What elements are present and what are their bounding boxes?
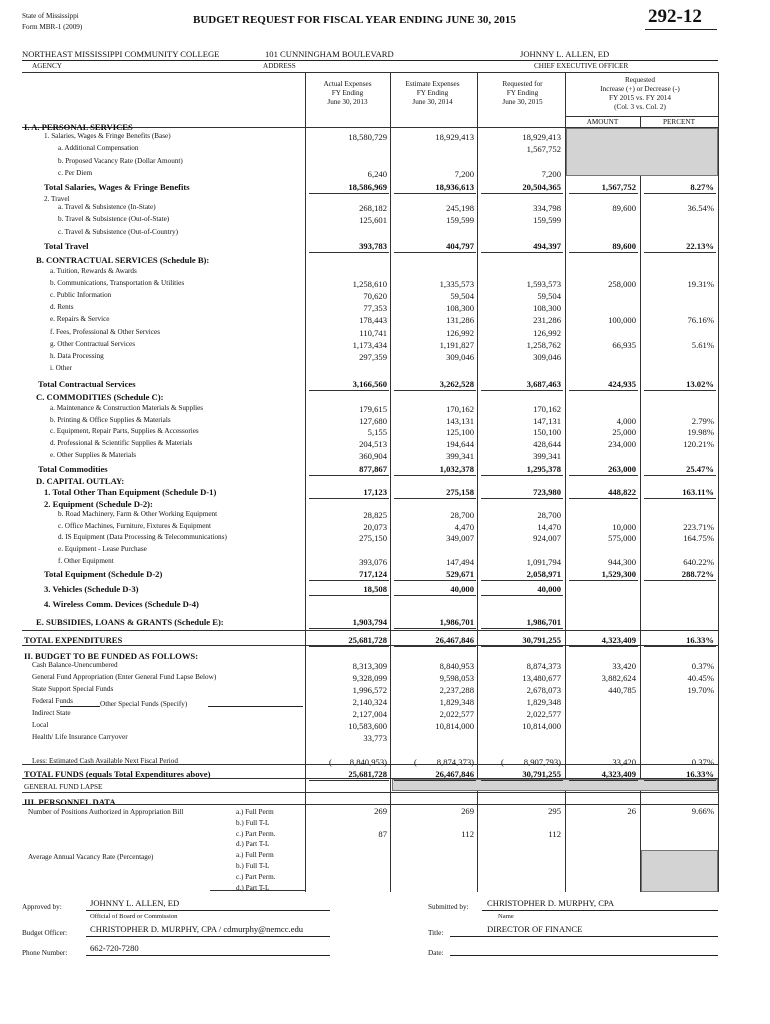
row-value-c5: 22.13% — [686, 241, 714, 251]
row-label: i. Other — [50, 364, 72, 372]
row-value-c3: 40,000 — [537, 584, 561, 594]
row-value-c2: 399,341 — [446, 451, 474, 461]
ceo-value: JOHNNY L. ALLEN, ED — [520, 49, 610, 59]
row-label: f. Fees, Professional & Other Services — [50, 328, 160, 336]
row-label: d. Rents — [50, 303, 74, 311]
row-value-c1: 1,903,794 — [352, 617, 387, 627]
row-value-c1: 17,123 — [363, 487, 387, 497]
row-label: 3. Vehicles (Schedule D-3) — [44, 584, 139, 594]
agency-value: NORTHEAST MISSISSIPPI COMMUNITY COLLEGE — [22, 49, 220, 59]
row-label: Cash Balance-Unencumbered — [32, 661, 118, 669]
approved-label: Approved by: — [22, 903, 62, 911]
row-value-c1: 2,127,004 — [352, 709, 387, 719]
approved-value: JOHNNY L. ALLEN, ED — [90, 898, 180, 908]
row-value-c4: 440,785 — [608, 685, 636, 695]
row-label: D. CAPITAL OUTLAY: — [36, 476, 125, 486]
row-label: Total Salaries, Wages & Fringe Benefits — [44, 182, 190, 192]
full-perm-amount: 26 — [627, 806, 636, 816]
row-value-c4: 25,000 — [612, 427, 636, 437]
row-value-c5: 13.02% — [686, 379, 714, 389]
row-label: 2. Equipment (Schedule D-2): — [44, 499, 153, 509]
row-value-c2: 7,200 — [454, 169, 474, 179]
row-value-c2: 26,467,846 — [435, 769, 474, 779]
row-value-c1: 275,150 — [359, 533, 387, 543]
row-label: Less: Estimated Cash Available Next Fiscal Period — [32, 757, 178, 765]
row-value-c5: 8.27% — [690, 182, 714, 192]
row-label: c. Public Information — [50, 291, 112, 299]
row-value-c1: 393,783 — [359, 241, 387, 251]
phone-value: 662-720-7280 — [90, 943, 139, 953]
row-value-c3: 334,798 — [533, 203, 561, 213]
row-value-c1: 77,353 — [363, 303, 387, 313]
part-perm-estimate: 112 — [461, 829, 474, 839]
row-label: C. COMMODITIES (Schedule C): — [36, 392, 164, 402]
date-label: Date: — [428, 949, 444, 957]
row-label: Health/ Life Insurance Carryover — [32, 733, 128, 741]
submitted-label: Submitted by: — [428, 903, 469, 911]
row-value-c5: 223.71% — [683, 522, 714, 532]
personnel-sublabel: d.) Part T-L — [236, 840, 270, 849]
row-value-c1: 1,173,434 — [352, 340, 387, 350]
row-value-c2: 159,599 — [446, 215, 474, 225]
row-value-c3: 18,929,413 — [522, 132, 561, 142]
open-paren: ( — [501, 757, 504, 767]
col-actual-header: Actual Expenses FY Ending June 30, 2013 — [323, 80, 372, 106]
part-perm-actual: 87 — [378, 829, 387, 839]
row-value-c2: 1,191,827 — [439, 340, 474, 350]
row-label: Federal Funds — [32, 697, 73, 705]
row-value-c4: 89,600 — [612, 241, 636, 251]
row-value-c4: 1,529,300 — [601, 569, 636, 579]
row-label: h. Data Processing — [50, 352, 104, 360]
row-value-c2: 349,007 — [446, 533, 474, 543]
ceo-label: CHIEF EXECUTIVE OFFICER — [534, 62, 629, 70]
row-value-c3: 924,007 — [533, 533, 561, 543]
row-value-c3: 147,131 — [533, 416, 561, 426]
full-perm-percent: 9.66% — [691, 806, 714, 816]
name-note: Name — [498, 913, 514, 920]
row-value-c3: 108,300 — [533, 303, 561, 313]
row-value-c1: 717,124 — [359, 569, 387, 579]
row-label: Total Travel — [44, 241, 89, 251]
row-label: c. Office Machines, Furniture, Fixtures & Equipment — [58, 522, 211, 530]
row-value-c1: 25,681,728 — [348, 635, 387, 645]
row-value-c4: 66,935 — [612, 340, 636, 350]
personnel-sublabel: c.) Part Perm. — [236, 872, 276, 881]
form-number: Form MBR-1 (2009) — [22, 23, 83, 31]
row-label: d. IS Equipment (Data Processing & Telecommunications) — [58, 533, 227, 541]
address-label: ADDRESS — [263, 62, 296, 70]
row-value-c2: 1,032,378 — [439, 464, 474, 474]
row-value-c2: 9,598,053 — [439, 673, 474, 683]
row-value-c4: 100,000 — [608, 315, 636, 325]
row-label: a. Tuition, Rewards & Awards — [50, 267, 137, 275]
row-value-c5: 164.75% — [683, 533, 714, 543]
row-value-c1: 70,620 — [363, 291, 387, 301]
row-value-c3: 1,295,378 — [526, 464, 561, 474]
row-value-c3: 1,091,794 — [526, 557, 561, 567]
row-value-c4: 258,000 — [608, 279, 636, 289]
row-label: Total Equipment (Schedule D-2) — [44, 569, 163, 579]
row-label: 2. Travel — [44, 195, 70, 203]
state-name: State of Mississippi — [22, 12, 79, 20]
percent-header: PERCENT — [663, 118, 695, 126]
row-value-c5: 0.37% — [691, 661, 714, 671]
row-value-c3: 428,644 — [533, 439, 561, 449]
row-value-c3: 231,286 — [533, 315, 561, 325]
row-value-c1: 3,166,560 — [352, 379, 387, 389]
row-label: TOTAL EXPENDITURES — [24, 635, 123, 645]
row-value-c2: 1,829,348 — [439, 697, 474, 707]
personnel-sublabel: c.) Part Perm. — [236, 829, 276, 838]
row-value-c4: 448,822 — [608, 487, 636, 497]
vacancy-label: Average Annual Vacancy Rate (Percentage) — [28, 853, 154, 861]
row-value-c1: 9,328,099 — [352, 673, 387, 683]
row-value-c3: 1,829,348 — [526, 697, 561, 707]
row-value-c1: 8,840,953) — [349, 757, 387, 767]
row-value-c2: 404,797 — [446, 241, 474, 251]
full-perm-requested: 295 — [548, 806, 561, 816]
row-value-c1: 877,867 — [359, 464, 387, 474]
row-value-c1: 178,443 — [359, 315, 387, 325]
row-value-c3: 2,058,971 — [526, 569, 561, 579]
full-perm-estimate: 269 — [461, 806, 474, 816]
row-value-c4: 234,000 — [608, 439, 636, 449]
row-value-c4: 3,882,624 — [601, 673, 636, 683]
row-value-c1: 6,240 — [367, 169, 387, 179]
personnel-sublabel: b.) Full T-L — [236, 862, 270, 870]
row-value-c5: 16.33% — [686, 635, 714, 645]
row-value-c3: 494,397 — [533, 241, 561, 251]
row-value-c1: 28,825 — [363, 510, 387, 520]
personnel-sublabel: b.) Full T-L — [236, 818, 270, 827]
address-value: 101 CUNNINGHAM BOULEVARD — [265, 49, 394, 59]
row-value-c2: 8,840,953 — [439, 661, 474, 671]
row-label: Total Commodities — [38, 464, 108, 474]
row-label: e. Repairs & Service — [50, 315, 110, 323]
row-value-c4: 424,935 — [608, 379, 636, 389]
row-label: b. Communications, Transportation & Utilities — [50, 279, 185, 287]
row-value-c1: 5,155 — [367, 427, 387, 437]
row-value-c3: 59,504 — [537, 291, 561, 301]
row-value-c1: 125,601 — [359, 215, 387, 225]
row-value-c4: 4,323,409 — [601, 635, 636, 645]
row-label: f. Other Equipment — [58, 557, 114, 565]
row-value-c3: 10,814,000 — [522, 721, 561, 731]
row-value-c5: 16.33% — [686, 769, 714, 779]
row-label: d. Professional & Scientific Supplies & Materials — [50, 439, 193, 447]
budget-officer-label: Budget Officer: — [22, 929, 68, 937]
row-value-c2: 2,237,288 — [439, 685, 474, 695]
row-label: Indirect State — [32, 709, 71, 717]
open-paren: ( — [414, 757, 417, 767]
row-label: Total Contractual Services — [38, 379, 136, 389]
row-value-c3: 14,470 — [537, 522, 561, 532]
row-label: B. CONTRACTUAL SERVICES (Schedule B): — [36, 255, 210, 265]
row-value-c5: 19.70% — [687, 685, 714, 695]
row-value-c2: 1,335,573 — [439, 279, 474, 289]
row-value-c2: 194,644 — [446, 439, 474, 449]
row-label: c. Equipment, Repair Parts, Supplies & Accessories — [50, 427, 199, 435]
row-value-c3: 13,480,677 — [522, 673, 561, 683]
row-value-c3: 28,700 — [537, 510, 561, 520]
personnel-sublabel: d.) Part T-L — [236, 883, 270, 892]
row-value-c2: 125,100 — [446, 427, 474, 437]
row-value-c4: 33,420 — [612, 757, 636, 767]
row-value-c2: 40,000 — [450, 584, 474, 594]
row-value-c3: 159,599 — [533, 215, 561, 225]
row-value-c3: 1,986,701 — [526, 617, 561, 627]
row-value-c2: 2,022,577 — [439, 709, 474, 719]
row-value-c4: 4,000 — [616, 416, 636, 426]
row-value-c1: 33,773 — [363, 733, 387, 743]
row-value-c3: 309,046 — [533, 352, 561, 362]
row-value-c4: 263,000 — [608, 464, 636, 474]
row-value-c3: 3,687,463 — [526, 379, 561, 389]
row-value-c3: 1,258,762 — [526, 340, 561, 350]
row-value-c2: 4,470 — [454, 522, 474, 532]
row-value-c2: 131,286 — [446, 315, 474, 325]
row-value-c2: 26,467,846 — [435, 635, 474, 645]
row-value-c3: 30,791,255 — [522, 635, 561, 645]
row-value-c1: 20,073 — [363, 522, 387, 532]
row-value-c1: 18,586,969 — [348, 182, 387, 192]
row-value-c5: 163.11% — [682, 487, 714, 497]
row-value-c2: 59,504 — [450, 291, 474, 301]
title-value: DIRECTOR OF FINANCE — [487, 924, 583, 934]
col-requested-header: Requested for FY Ending June 30, 2015 — [502, 80, 543, 106]
row-value-c1: 18,508 — [363, 584, 387, 594]
row-value-c2: 309,046 — [446, 352, 474, 362]
row-value-c4: 89,600 — [612, 203, 636, 213]
row-value-c3: 7,200 — [541, 169, 561, 179]
row-value-c3: 30,791,255 — [522, 769, 561, 779]
row-value-c1: 179,615 — [359, 404, 387, 414]
row-value-c1: 10,583,600 — [348, 721, 387, 731]
row-value-c5: 2.79% — [691, 416, 714, 426]
row-value-c5: 5.61% — [691, 340, 714, 350]
row-value-c5: 120.21% — [683, 439, 714, 449]
row-label: a. Additional Compensation — [58, 144, 139, 152]
page-title: BUDGET REQUEST FOR FISCAL YEAR ENDING JUNE 30, 2015 — [193, 14, 516, 26]
row-value-c5: 288.72% — [681, 569, 714, 579]
row-label: E. SUBSIDIES, LOANS & GRANTS (Schedule E): — [36, 617, 224, 627]
row-value-c3: 8,874,373 — [526, 661, 561, 671]
row-label: General Fund Appropriation (Enter General Fund Lapse Below) — [32, 673, 217, 681]
official-note: Official of Board or Commission — [90, 913, 178, 920]
row-value-c2: 126,992 — [446, 328, 474, 338]
row-value-c1: 360,904 — [359, 451, 387, 461]
row-value-c1: 297,359 — [359, 352, 387, 362]
row-label: b. Travel & Subsistence (Out-of-State) — [58, 215, 170, 223]
row-value-c2: 143,131 — [446, 416, 474, 426]
row-value-c3: 723,980 — [533, 487, 561, 497]
row-label: State Support Special Funds — [32, 685, 114, 693]
row-value-c1: 1,996,572 — [352, 685, 387, 695]
row-value-c1: 1,258,610 — [352, 279, 387, 289]
row-value-c3: 126,992 — [533, 328, 561, 338]
row-value-c2: 8,874,373) — [436, 757, 474, 767]
row-label: TOTAL FUNDS (equals Total Expenditures above) — [24, 769, 211, 779]
row-value-c1: 127,680 — [359, 416, 387, 426]
row-value-c4: 944,300 — [608, 557, 636, 567]
row-value-c4: 10,000 — [612, 522, 636, 532]
row-label: e. Other Supplies & Materials — [50, 451, 137, 459]
row-value-c2: 245,198 — [446, 203, 474, 213]
row-value-c5: 40.45% — [687, 673, 714, 683]
row-label: 1. Salaries, Wages & Fringe Benefits (Base) — [44, 132, 171, 140]
row-value-c1: 25,681,728 — [348, 769, 387, 779]
row-value-c4: 1,567,752 — [601, 182, 636, 192]
full-perm-actual: 269 — [374, 806, 387, 816]
row-value-c1: 2,140,324 — [352, 697, 387, 707]
row-label: e. Equipment - Lease Purchase — [58, 545, 147, 553]
row-value-c2: 3,262,528 — [439, 379, 474, 389]
row-value-c4: 4,323,409 — [601, 769, 636, 779]
row-value-c2: 170,162 — [446, 404, 474, 414]
row-value-c5: 76.16% — [687, 315, 714, 325]
row-label: III. PERSONNEL DATA — [24, 797, 116, 807]
row-value-c2: 28,700 — [450, 510, 474, 520]
row-value-c1: 268,182 — [359, 203, 387, 213]
row-label: II. BUDGET TO BE FUNDED AS FOLLOWS: — [24, 651, 199, 661]
other-special-funds-note: Other Special Funds (Specify) — [100, 700, 188, 708]
personnel-sublabel: a.) Full Perm — [236, 851, 274, 860]
row-label: a. Maintenance & Construction Materials & Supplies — [50, 404, 204, 412]
amount-header: AMOUNT — [586, 118, 619, 126]
row-value-c3: 1,593,573 — [526, 279, 561, 289]
budget-officer-value: CHRISTOPHER D. MURPHY, CPA / cdmurphy@nemcc.edu — [90, 924, 304, 934]
row-value-c3: 1,567,752 — [526, 144, 561, 154]
row-value-c5: 36.54% — [687, 203, 714, 213]
row-value-c1: 8,313,309 — [352, 661, 387, 671]
row-value-c1: 18,580,729 — [348, 132, 387, 142]
personnel-sublabel: a.) Full Perm — [236, 808, 274, 816]
row-value-c5: 19.31% — [687, 279, 714, 289]
row-label: I. A. PERSONAL SERVICES — [24, 122, 133, 132]
row-label: b. Proposed Vacancy Rate (Dollar Amount) — [58, 157, 183, 165]
row-label: Local — [32, 721, 49, 729]
row-label: GENERAL FUND LAPSE — [24, 783, 103, 791]
part-perm-requested: 112 — [548, 829, 561, 839]
row-value-c2: 18,936,613 — [435, 182, 474, 192]
row-label: 1. Total Other Than Equipment (Schedule D-1) — [44, 487, 217, 497]
row-label: b. Road Machinery, Farm & Other Working Equipment — [58, 510, 218, 518]
row-value-c3: 170,162 — [533, 404, 561, 414]
row-value-c5: 0.37% — [691, 757, 714, 767]
row-value-c5: 640.22% — [683, 557, 714, 567]
row-value-c2: 18,929,413 — [435, 132, 474, 142]
form-code: 292-12 — [648, 6, 702, 27]
row-value-c2: 108,300 — [446, 303, 474, 313]
positions-label: Number of Positions Authorized in Appropriation Bill — [28, 808, 184, 816]
row-label: b. Printing & Office Supplies & Materials — [50, 416, 171, 424]
row-label: g. Other Contractual Services — [50, 340, 136, 348]
row-value-c3: 20,504,365 — [522, 182, 561, 192]
row-value-c3: 150,100 — [533, 427, 561, 437]
open-paren: ( — [329, 757, 332, 767]
row-value-c3: 2,678,073 — [526, 685, 561, 695]
row-value-c2: 275,158 — [446, 487, 474, 497]
row-label: c. Per Diem — [58, 169, 93, 177]
row-value-c4: 33,420 — [612, 661, 636, 671]
phone-label: Phone Number: — [22, 949, 68, 957]
row-value-c1: 110,741 — [359, 328, 387, 338]
row-label: 4. Wireless Comm. Devices (Schedule D-4) — [44, 599, 199, 609]
agency-label: AGENCY — [32, 62, 62, 70]
row-value-c2: 147,494 — [446, 557, 474, 567]
row-value-c5: 25.47% — [686, 464, 714, 474]
row-value-c1: 393,076 — [359, 557, 387, 567]
row-value-c2: 10,814,000 — [435, 721, 474, 731]
row-label: a. Travel & Subsistence (In-State) — [58, 203, 156, 211]
row-value-c1: 204,513 — [359, 439, 387, 449]
row-value-c4: 575,000 — [608, 533, 636, 543]
row-value-c5: 19.98% — [687, 427, 714, 437]
col-estimate-header: Estimate Expenses FY Ending June 30, 2014 — [405, 80, 460, 106]
row-value-c3: 8,907,793) — [523, 757, 561, 767]
row-value-c2: 529,671 — [446, 569, 474, 579]
title-label: Title: — [428, 929, 444, 937]
row-value-c3: 399,341 — [533, 451, 561, 461]
col-change-header: Requested Increase (+) or Decrease (-) FY 2015 vs. FY 2014 (Col. 3 vs. Col. 2) — [600, 76, 680, 111]
row-value-c2: 1,986,701 — [439, 617, 474, 627]
row-value-c3: 2,022,577 — [526, 709, 561, 719]
submitted-value: CHRISTOPHER D. MURPHY, CPA — [487, 898, 615, 908]
row-label: c. Travel & Subsistence (Out-of-Country) — [58, 228, 178, 236]
